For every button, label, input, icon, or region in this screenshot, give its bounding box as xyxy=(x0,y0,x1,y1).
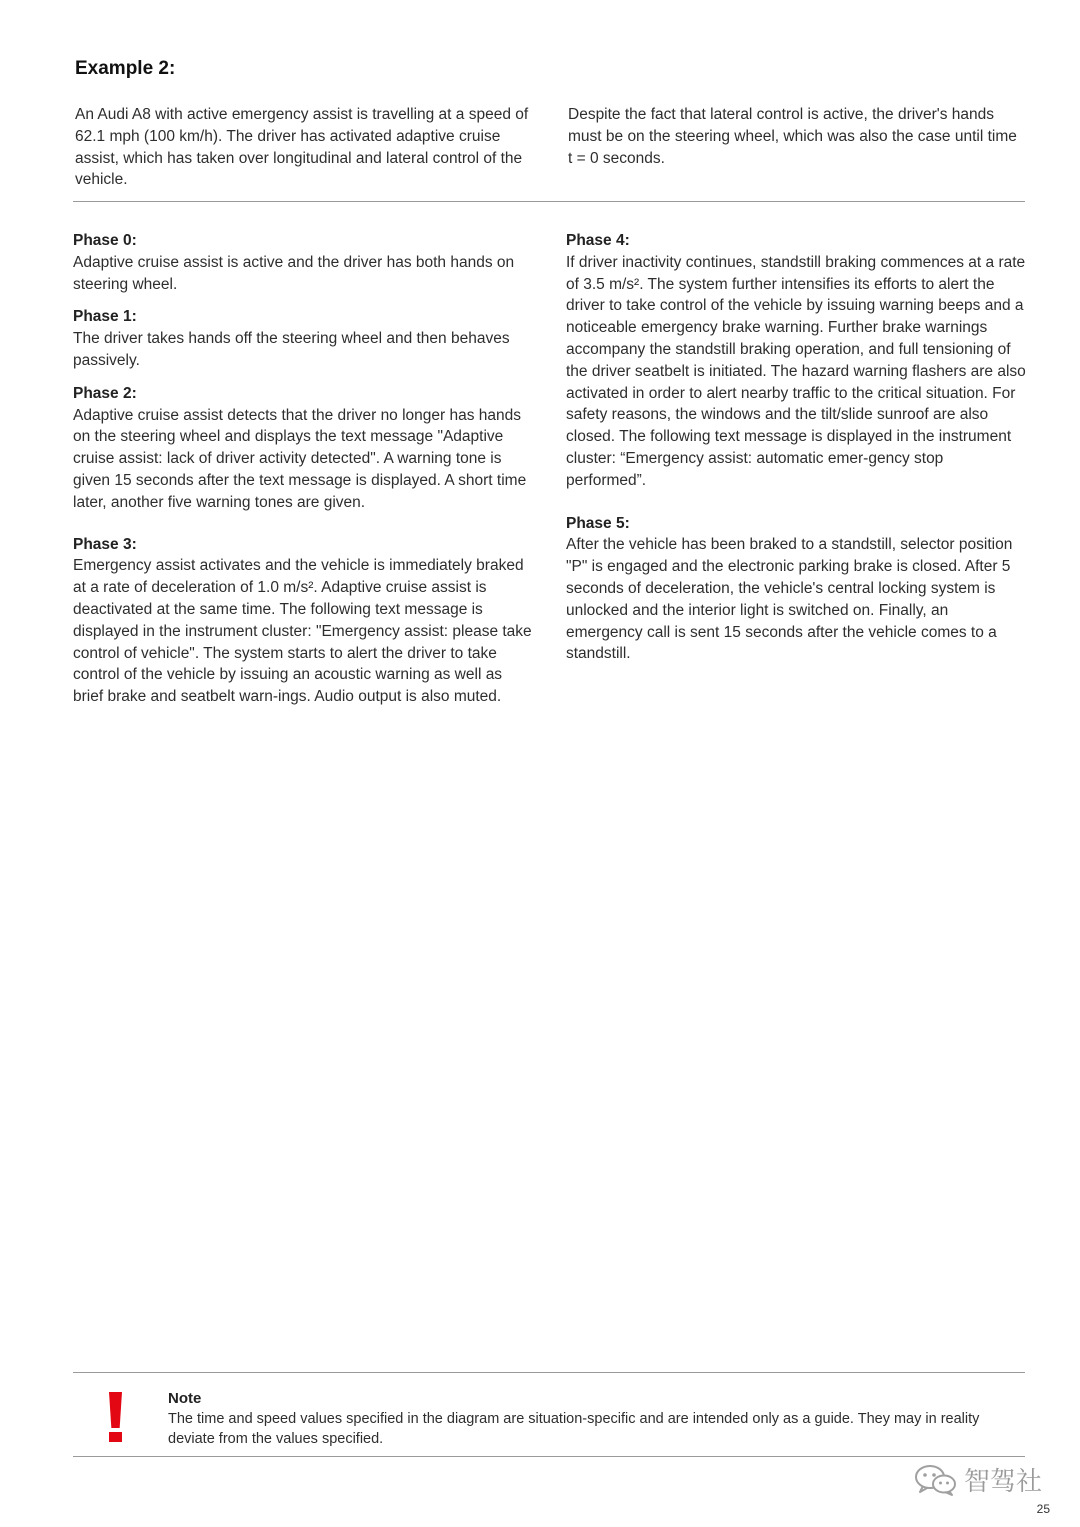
intro-right-paragraph: Despite the fact that lateral control is active, the driver's hands must be on the steering wheel, which was also the case until time t = 0 seconds. xyxy=(568,106,1017,167)
left-column xyxy=(73,230,533,708)
phase-1-text: The driver takes hands off the steering wheel and then behaves passively. xyxy=(73,330,510,369)
phase-2-text: Adaptive cruise assist detects that the driver no longer has hands on the steering wheel and displays the text message "Adaptive cruise assist: lack of driver activity detected". A warning tone is given 15 seconds after the text message is displayed. A short time later, another five warning tones are given. xyxy=(73,406,527,511)
phase-0-heading: Phase 0: xyxy=(73,232,137,249)
phase-5-heading: Phase 5: xyxy=(566,514,630,532)
phase-5-text: After the vehicle has been braked to a standstill, selector position "P" is engaged and the electronic parking brake is closed. After 5 seconds of deceleration, the vehicle's central locking system is unlocked and the interior light is switched on. Finally, an emergency call is sent 15 seconds after the vehicle comes to a standstill. xyxy=(566,536,1013,663)
phase-4-heading: Phase 4: xyxy=(566,232,630,249)
phase-1 xyxy=(73,306,533,371)
warning-exclamation-icon xyxy=(106,1392,126,1446)
right-column xyxy=(566,230,1026,665)
top-divider xyxy=(73,201,1025,202)
phase-3-heading: Phase 3: xyxy=(73,535,137,553)
note-box xyxy=(168,1388,1028,1449)
wechat-icon xyxy=(914,1463,958,1497)
note-top-divider xyxy=(73,1372,1025,1373)
note-text: The time and speed values specified in the diagram are situation-specific and are intended only as a guide. They may in reality deviate from the values specified. xyxy=(168,1411,980,1447)
watermark xyxy=(914,1461,1042,1498)
watermark-text: 智驾社 xyxy=(964,1467,1043,1497)
intro-left-paragraph: An Audi A8 with active emergency assist is travelling at a speed of 62.1 mph (100 km/h). The driver has activated adaptive cruise assist, which has taken over longitudinal and lateral control of the vehicle. xyxy=(75,106,529,189)
page-title: Example 2: xyxy=(75,58,176,79)
phase-3-text: Emergency assist activates and the vehicle is immediately braked at a rate of deceleration of 1.0 m/s². Adaptive cruise assist is deactivated at the same time. The following text message is displayed in the instrument cluster: "Emergency assist: please take control of vehicle". The system starts to alert the driver to take control of the vehicle by issuing an acoustic warning as well as brief brake and seatbelt warn-ings. Audio output is also muted. xyxy=(73,557,532,706)
phase-0 xyxy=(73,230,533,295)
phase-3 xyxy=(73,534,533,708)
phase-1-heading: Phase 1: xyxy=(73,308,137,326)
note-bottom-divider xyxy=(73,1456,1025,1457)
phase-0-text: Adaptive cruise assist is active and the driver has both hands on steering wheel. xyxy=(73,253,515,293)
note-title: Note xyxy=(168,1390,202,1407)
phase-5 xyxy=(566,513,1026,666)
phase-2 xyxy=(73,383,533,514)
page-number: 25 xyxy=(1036,1502,1050,1516)
phase-2-heading: Phase 2: xyxy=(73,384,137,402)
phase-4-text: If driver inactivity continues, standstill braking commences at a rate of 3.5 m/s². The system further intensifies its efforts to alert the driver to take control of the vehicle by issuing warning beeps and a noticeable emergency brake warning. Further brake warnings accompany the standstill braking operation, and full tensioning of the driver seatbelt is initiated. The hazard warning flashers are also activated in order to alert nearby traffic to the critical situation. For safety reasons, the windows and the tilt/slide sunroof are also closed. The following text message is displayed in the instrument cluster: “Emergency assist: automatic emer-gency stop performed”. xyxy=(566,253,1026,489)
phase-4 xyxy=(566,230,1026,492)
